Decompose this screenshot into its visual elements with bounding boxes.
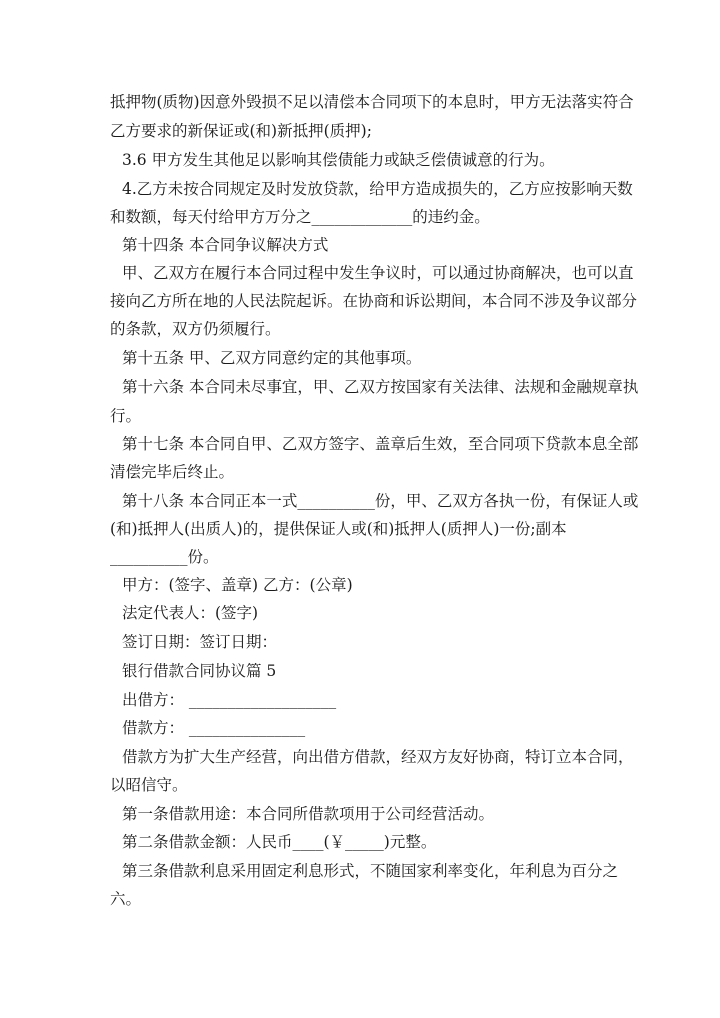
lender-field: 出借方： ___________________ [122, 691, 337, 709]
date-line: 签订日期：签订日期： [122, 633, 278, 651]
paragraph-line: 第一条借款用途：本合同所借款项用于公司经营活动。 [122, 805, 495, 823]
paragraph-line: 第十六条 本合同未尽事宜，甲、乙双方按国家有关法律、法规和金融规章执 [122, 378, 639, 396]
paragraph-line: 行。 [110, 407, 142, 425]
section-title: 银行借款合同协议篇 5 [122, 662, 277, 680]
paragraph-line: 以昭信守。 [110, 776, 188, 794]
signature-line: 甲方：(签字、盖章) 乙方：(公章) [122, 576, 353, 594]
paragraph-line: 甲、乙双方在履行本合同过程中发生争议时，可以通过协商解决，也可以直 [122, 264, 634, 282]
paragraph-line: 第二条借款金额：人民币____(￥_____)元整。 [122, 833, 437, 851]
paragraph-line: 清偿完毕后终止。 [110, 463, 235, 481]
section-heading: 第十四条 本合同争议解决方式 [122, 236, 329, 254]
paragraph-line: 的条款，双方仍须履行。 [110, 320, 281, 338]
paragraph-line: 4.乙方未按合同规定及时发放贷款，给甲方造成损失的，乙方应按影响天数 [122, 180, 633, 198]
paragraph-line: __________份。 [110, 548, 219, 566]
paragraph-line: 3.6 甲方发生其他足以影响其偿债能力或缺乏偿债诚意的行为。 [122, 151, 555, 169]
borrower-field: 借款方： _______________ [122, 719, 306, 737]
paragraph-line: 第十七条 本合同自甲、乙双方签字、盖章后生效，至合同项下贷款本息全部 [122, 435, 639, 453]
paragraph-line: 第十八条 本合同正本一式__________份，甲、乙双方各执一份，有保证人或 [122, 492, 639, 510]
paragraph-line: 和数额，每天付给甲方万分之_____________的违约金。 [110, 208, 490, 226]
paragraph-line: 接向乙方所在地的人民法院起诉。在协商和诉讼期间，本合同不涉及争议部分 [110, 292, 638, 310]
paragraph-line: 六。 [110, 890, 142, 908]
paragraph-line: 抵押物(质物)因意外毁损不足以清偿本合同项下的本息时，甲方无法落实符合 [110, 93, 634, 111]
signature-line: 法定代表人：(签字) [122, 604, 259, 622]
paragraph-line: 借款方为扩大生产经营，向出借方借款，经双方友好协商，特订立本合同， [122, 748, 634, 766]
section-heading: 第十五条 甲、乙双方同意约定的其他事项。 [122, 349, 422, 367]
paragraph-line: 乙方要求的新保证或(和)新抵押(质押); [110, 122, 372, 140]
paragraph-line: (和)抵押人(出质人)的，提供保证人或(和)抵押人(质押人)一份;副本 [110, 520, 567, 538]
paragraph-line: 第三条借款利息采用固定利息形式，不随国家利率变化，年利息为百分之 [122, 862, 619, 880]
